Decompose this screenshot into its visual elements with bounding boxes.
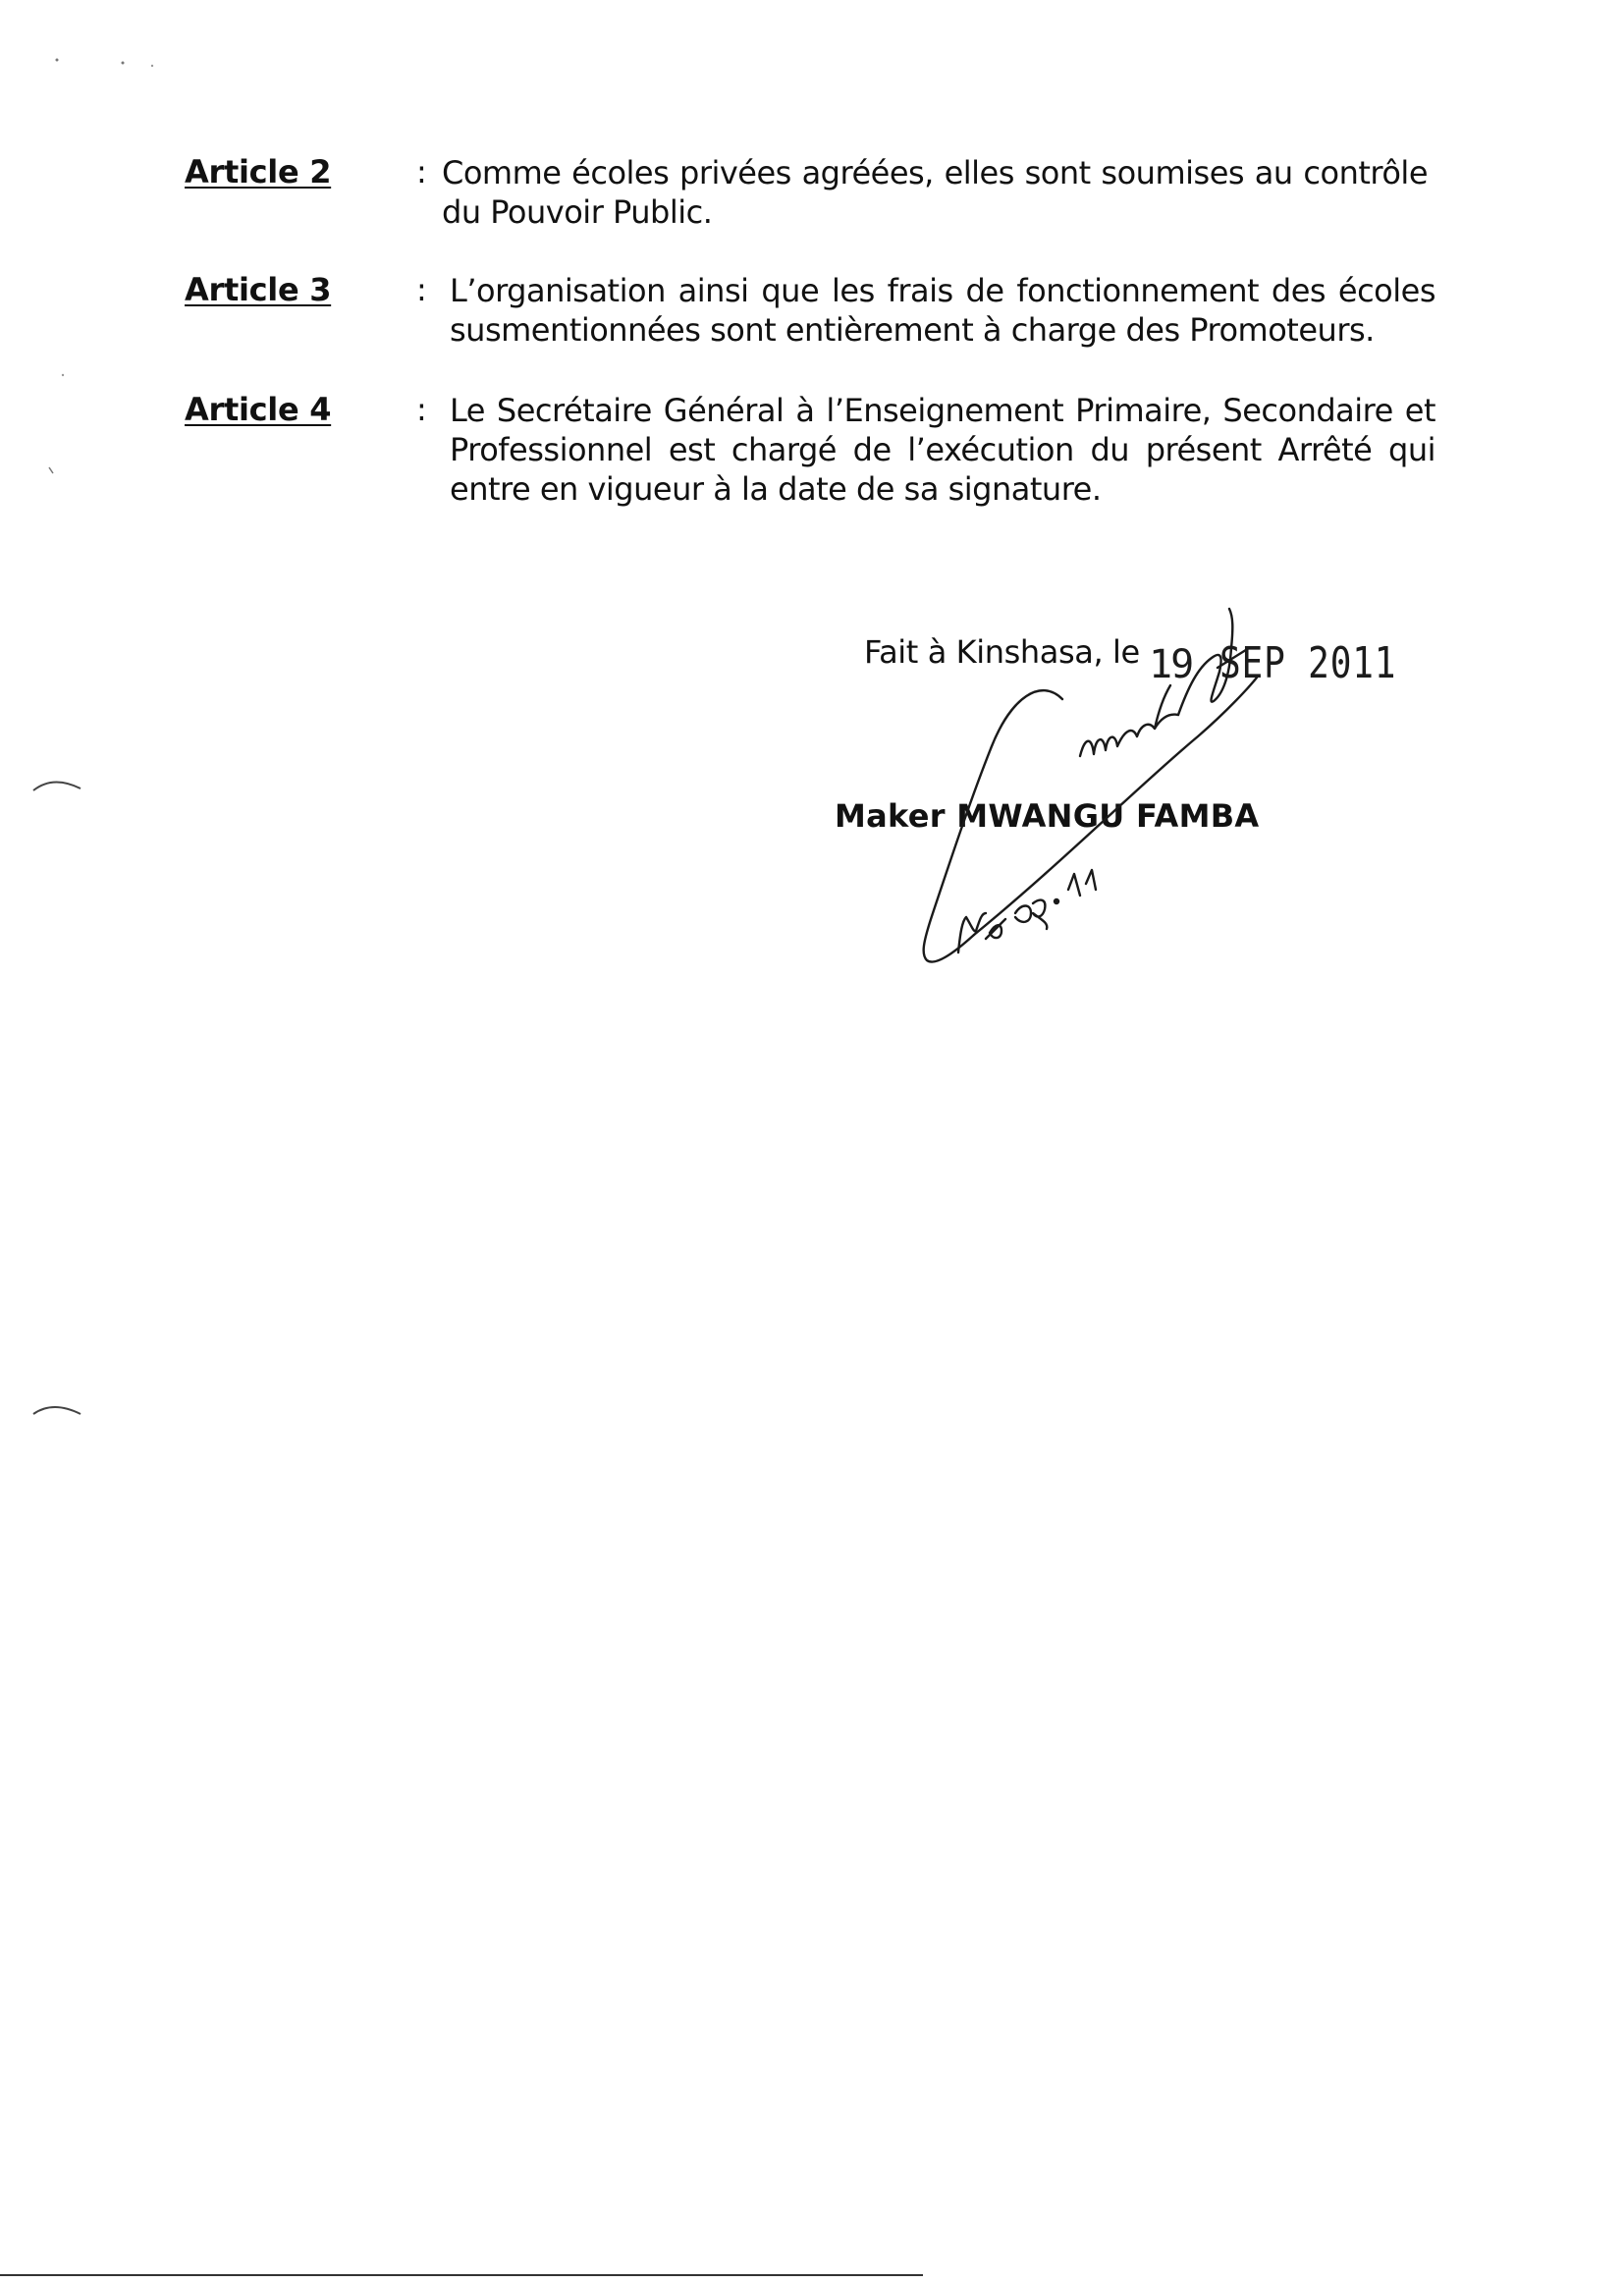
- scan-speck-top: [54, 54, 162, 74]
- punch-hole-mark-upper: [29, 771, 88, 800]
- date-stamp: SEP 2011: [1219, 638, 1397, 688]
- date-stamp-day: 19: [1149, 642, 1193, 687]
- punch-hole-mark-lower: [29, 1394, 88, 1424]
- article-text: Comme écoles privées agréées, elles sont soumises au contrôle du Pouvoir Public.: [442, 154, 1428, 231]
- article-label: Article 2: [185, 153, 332, 190]
- article-label: Article 4: [185, 391, 332, 428]
- article-colon: :: [416, 153, 427, 190]
- page-bottom-rule: [0, 2274, 923, 2276]
- article-colon: :: [416, 391, 427, 428]
- signer-name: Maker MWANGU FAMBA: [835, 797, 1260, 835]
- scan-speck-left-1: [59, 371, 69, 381]
- place-date-line: Fait à Kinshasa, le: [864, 633, 1140, 671]
- scan-speck-left-2: [47, 465, 57, 477]
- article-colon: :: [416, 271, 427, 308]
- article-label: Article 3: [185, 271, 332, 308]
- article-text: Le Secrétaire Général à l’Enseignement Primaire, Secondaire et Professionnel est chargé de l’exécution du présent Arrêté qui entre en vigueur à la date de sa signature.: [450, 392, 1435, 508]
- article-text: L’organisation ainsi que les frais de fonctionnement des écoles susmentionnées sont entièrement à charge des Promoteurs.: [450, 272, 1435, 349]
- handwritten-signature: [884, 589, 1434, 1002]
